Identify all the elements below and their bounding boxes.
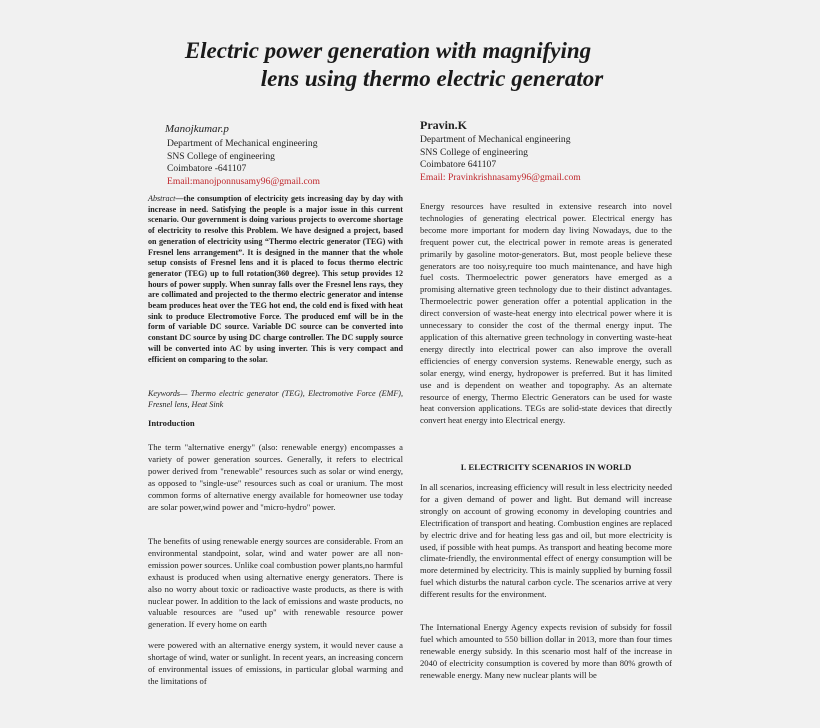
body-paragraph: Energy resources have resulted in extensive research into novel technologies of generating electrical power. Electrical energy has become more important for modern day living Nowadays, due to the frequent power cut, the electrical power in remote areas is generated primarily by gasoline motor-generators. But, most people believe these generators are too noisy,require too much maintenance, and have high fuel costs. Thermoelectric power generators have emerged as a promising alternative green technology due to their distinct advantages. Thermoelectric power generation offer a potential application in the direct conversion of waste-heat energy into electrical power where it is unnecessary to consider the cost of the thermal energy input. The application of this alternative green technology in converting waste-heat energy directly into electrical power can also improve the overall efficiencies of energy conversion systems. Renewable energy, such as solar energy, wind energy, hydropower is preferred. But it has limited use and is dependent on weather and topography. As an alternate resource of energy, Thermo Electric Generators can be used for waste heat conversion applications. TEGs are solid-state devices that directly convert heat energy into Electrical energy.	[420, 201, 672, 426]
author-city: Coimbatore -641107	[167, 163, 247, 175]
body-paragraph: The term "alternative energy" (also: renewable energy) encompasses a variety of power generation sources. Generally, it refers to electrical power derived from "renewable" resources such as solar or wind energy, as opposed to "single-use" resources such as coal or uranium. The most common forms of alternative energy available for homeowner use today are solar power,wind power and "micro-hydro" power.	[148, 442, 403, 512]
author-name: Pravin.K	[420, 118, 467, 132]
author-city: Coimbatore 641107	[420, 159, 497, 171]
paper-title-line-1: Electric power generation with magnifying	[184, 38, 592, 63]
author-college: SNS College of engineering	[167, 150, 275, 162]
paper-title-line-2: lens using thermo electric generator	[260, 66, 604, 91]
author-email[interactable]: Email: Pravinkrishnasamy96@gmail.com	[420, 171, 581, 183]
author-department: Department of Mechanical engineering	[167, 138, 318, 149]
body-paragraph: The benefits of using renewable energy sources are considerable. From an environmental standpoint, solar, wind and water power are all non-emission power sources. Unlike coal combustion power plants,no harmful exhaust is produced when using alternative energy generators. There is also no worry about toxic or radioactive waste products, as there is with nuclear power. In addition to the lack of emissions and waste products, no valuable resources are "used up" with renewable resource power generation. If every home on earth	[148, 536, 403, 630]
author-block-2	[420, 118, 581, 184]
section-heading: I. ELECTRICITY SCENARIOS IN WORLD	[460, 462, 632, 472]
author-email[interactable]: Email:manojponnusamy96@gmail.com	[167, 175, 320, 187]
body-paragraph: The International Energy Agency expects revision of subsidy for fossil fuel which amounted to 550 billion dollar in 2013, more than four times renewable energy subsidy. In this scenario most half of the increase in 2040 of electricity consumption is covered by more than 80% growth of renewable energy. Many new nuclear plants will be	[420, 622, 672, 680]
author-college: SNS College of engineering	[420, 146, 528, 158]
body-paragraph: In all scenarios, increasing efficiency will result in less electricity needed for a given demand of power and light. But demand will increase strongly on account of growing economy in developing countries and Electrification of transport and heating. Combustion engines are replaced by electric drive and for heating less gas and oil, but more electricity is used, if possible with heat pumps. As transport and heating become more climate-friendly, the environmental effect of energy consumption will be more determined by electricity. This is mainly supplied by burning fossil fuel which disturbs the natural carbon cycle. The scenarios arrive at very different results for the environment.	[420, 482, 672, 600]
author-block-1	[167, 122, 320, 188]
body-paragraph: were powered with an alternative energy system, it would never cause a shortage of wind, water or sunlight. In recent years, an increasing concern of environmental issues of emissions, in particular global warming and the limitations of	[148, 640, 403, 686]
author-name: Manojkumar.p	[165, 123, 229, 135]
abstract-text: —the consumption of electricity gets increasing day by day with increase in need. Satisfying the people is a major issue in this current scenario. Our government is doing various projects to overcome shortage of electricity to resolve this Problem. We have designed a project, based on generation of electricity using “Thermo electric generator (TEG) with Fresnel lens arrangement”. It is designed in the manner that the whole setup consists of Fresnel lens and it is placed to focus thermo electric generator (TEG) up to full rotation(360 degree). This setup provides 12 hours of power supply. When sunray falls over the Fresnel lens rays, they are collimated and projected to the thermo electric generator and intense beam produces heat over the TEG hot end, the cold end is fixed with heat sink to produce Electromotive Force. The produced emf will be in the form of variable DC source. Variable DC source can be converted into constant DC source by using DC charge controller. The DC supply source will be converted into AC by using inverter. This is very compact and efficient on comparing to the solar.	[148, 194, 403, 364]
keywords: Keywords— Thermo electric generator (TEG), Electromotive Force (EMF), Fresnel lens, Heat Sink	[148, 389, 403, 409]
introduction-heading: Introduction	[148, 418, 195, 428]
abstract	[148, 194, 403, 365]
author-department: Department of Mechanical engineering	[420, 134, 571, 145]
abstract-label: Abstract	[148, 194, 176, 203]
